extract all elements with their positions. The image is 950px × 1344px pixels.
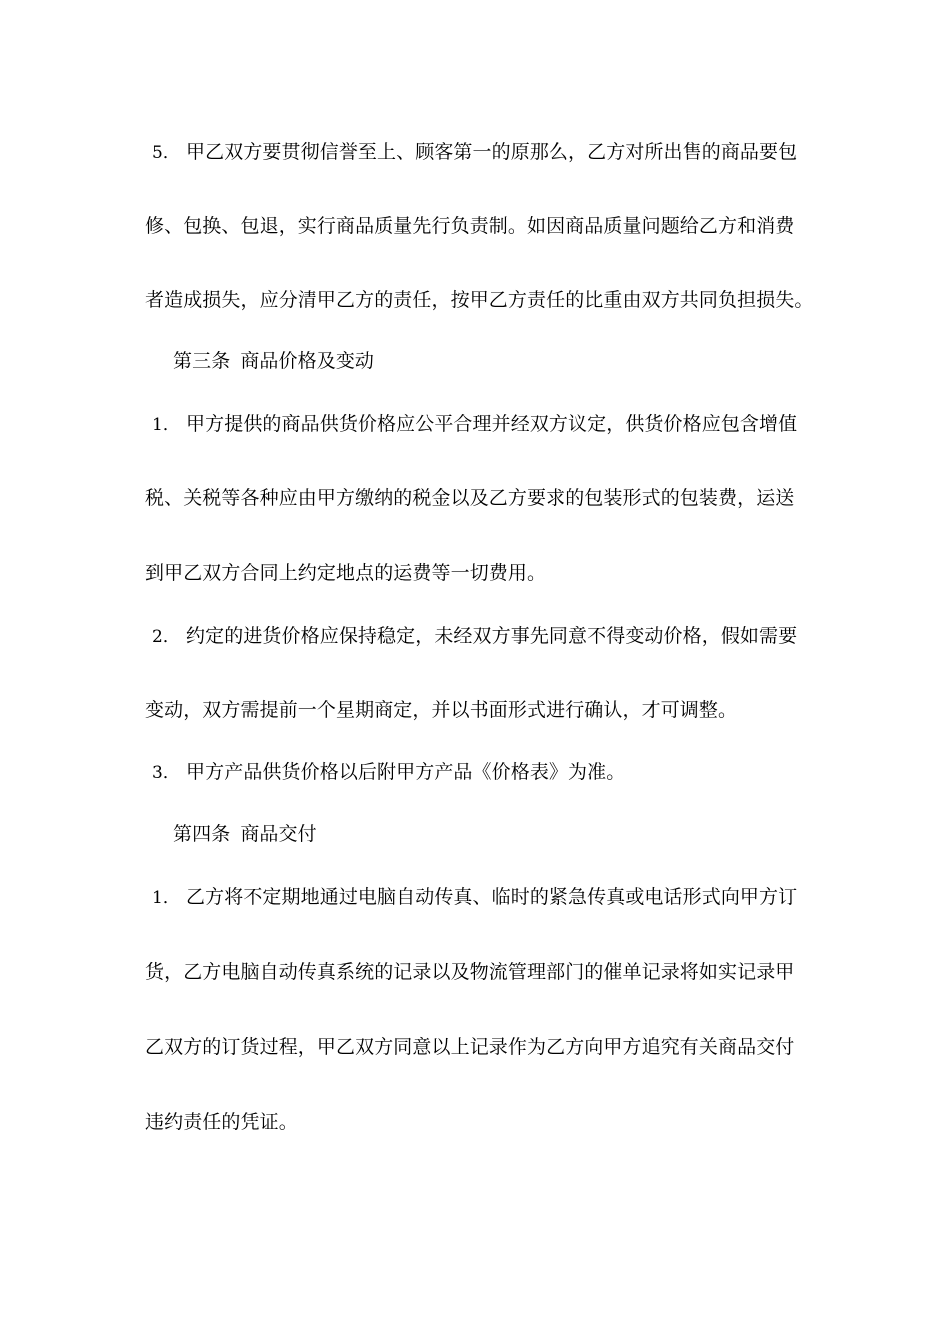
article-3-item-3-number: 3． [152,763,181,783]
article-4-item-1-text-1: 乙方将不定期地通过电脑自动传真、临时的紧急传真或电话形式向甲方订 [186,886,798,908]
article-3-item-2-number: 2． [152,627,181,647]
article-3-heading [173,349,374,373]
article-3-subtitle: 商品价格及变动 [240,350,375,372]
article-4-item-1-line-3: 乙双方的订货过程，甲乙双方同意以上记录作为乙方向甲方追究有关商品交付 [145,1036,795,1058]
article-4-item-1-line-1 [152,885,797,910]
article-3-title: 第三条 [173,350,231,372]
article-4-item-1-number: 1． [152,888,181,908]
article-3-item-2-line-1 [152,624,797,649]
paragraph-5-line-3: 者造成损失，应分清甲乙方的责任，按甲乙方责任的比重由双方共同负担损失。 [145,289,814,311]
paragraph-5-text-1: 甲乙双方要贯彻信誉至上、顾客第一的原那么，乙方对所出售的商品要包 [186,141,798,163]
paragraph-5-number: 5． [152,143,181,163]
article-4-item-1-line-2: 货，乙方电脑自动传真系统的记录以及物流管理部门的催单记录将如实记录甲 [145,961,795,983]
article-4-subtitle: 商品交付 [240,823,317,845]
article-4-item-1-line-4: 违约责任的凭证。 [145,1111,298,1133]
article-3-item-2-text-1: 约定的进货价格应保持稳定，未经双方事先同意不得变动价格，假如需要 [186,625,798,647]
article-3-item-1-number: 1． [152,415,181,435]
article-3-item-1-line-1 [152,412,797,437]
article-3-item-3-text-1: 甲方产品供货价格以后附甲方产品《价格表》为准。 [186,761,626,783]
article-3-item-2-line-2: 变动，双方需提前一个星期商定，并以书面形式进行确认，才可调整。 [145,699,738,721]
article-3-item-3-line-1 [152,760,625,785]
article-3-item-1-text-1: 甲方提供的商品供货价格应公平合理并经双方议定，供货价格应包含增值 [186,413,798,435]
paragraph-5-line-1 [152,140,797,165]
article-4-title: 第四条 [173,823,231,845]
article-3-item-1-line-3: 到甲乙双方合同上约定地点的运费等一切费用。 [145,562,547,584]
paragraph-5-line-2: 修、包换、包退，实行商品质量先行负责制。如因商品质量问题给乙方和消费 [145,215,795,237]
article-3-item-1-line-2: 税、关税等各种应由甲方缴纳的税金以及乙方要求的包装形式的包装费，运送 [145,487,795,509]
article-4-heading [173,822,317,846]
